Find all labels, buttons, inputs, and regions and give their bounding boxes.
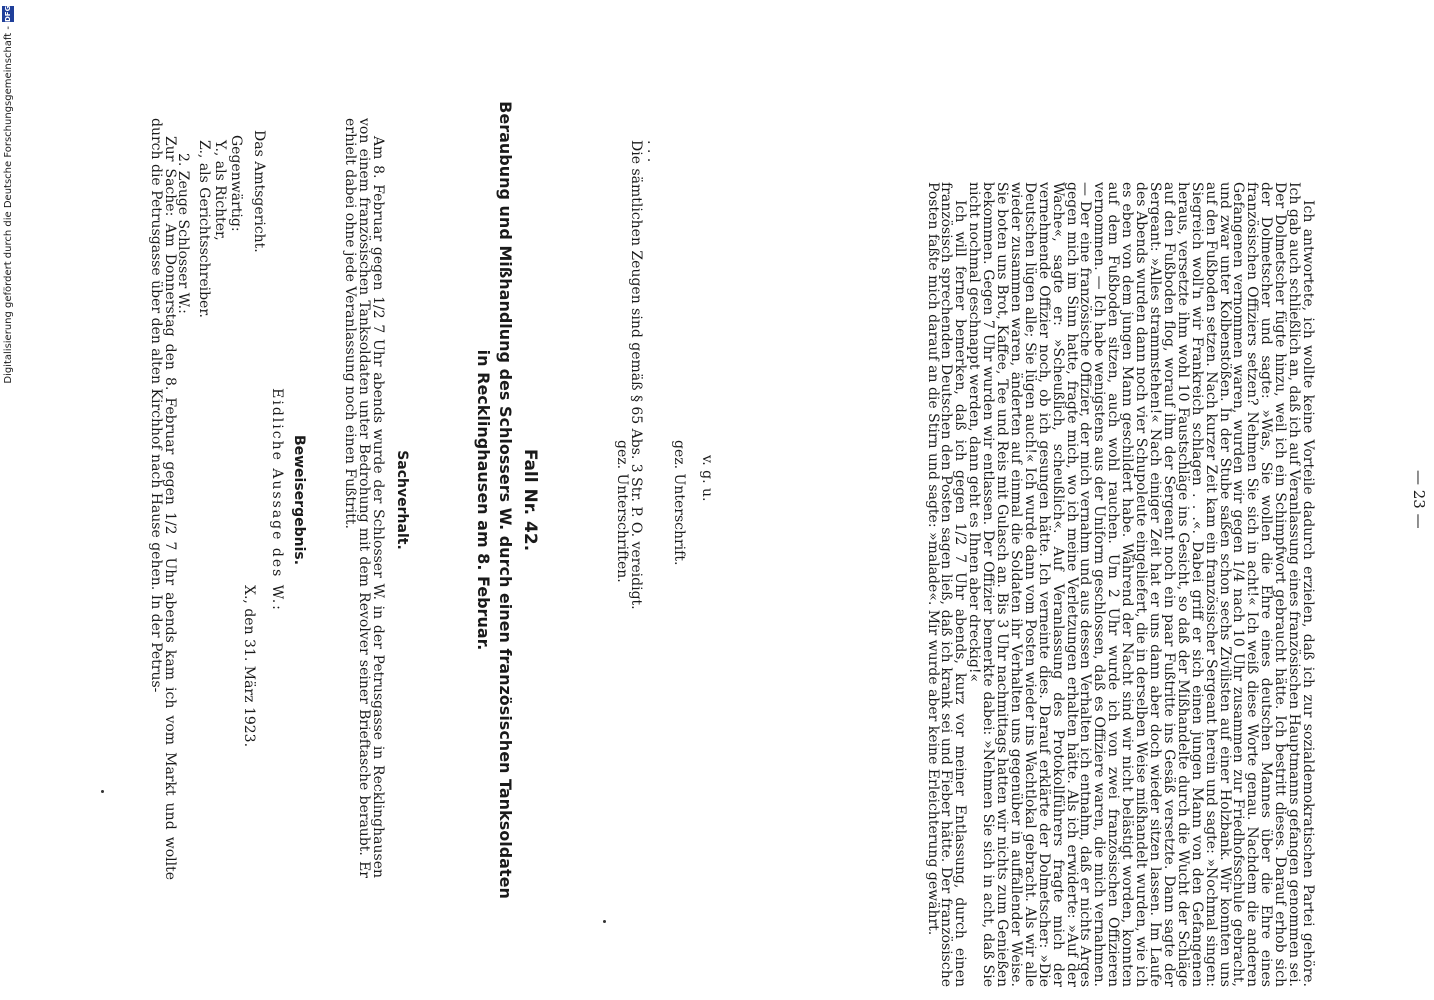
paragraph: Am 8. Februar gegen 1/2 7 Uhr abends wurde der Schlosser W. in der Petrusgasse in Recklinghausen von einem französischen Tanksoldaten unter Bedrohung mit dem Revolver seiner Brieftasche beraubt. Er erhielt dabei ohne jede Veranlassung noch einen Fußtritt.	[342, 118, 386, 878]
case-number: Fall Nr. 42.	[520, 448, 540, 552]
paragraph: Ich antwortete, ich wollte keine Vorteile dadurch erzielen, daß ich zur sozialdemokratischen Partei gehöre. Ich gab auch schließlich an, daß ich auf Veranlassung eines französischen Hauptmanns gefangen genommen sei. Der Dolmetscher fügte hinzu, weil ich ein Schimpfwort gebraucht hätte. Ich bestritt dieses. Darauf erhob sich der Dolmetscher und sagte: »Was, Sie wollen die Ehre eines deutschen Mannes über die Ehre eines französischen Offiziers setzen? Nehmen Sie sich in acht!« Ich weiß diese Worte genau. Nachdem die anderen Gefangenen vernommen waren, wurden wir gegen 1/4 nach 10 Uhr zusammen zur Friedhofsschule gebracht, und zwar unter Kolbenstößen. In der Stube saßen schon sechs Zivilisten auf einer Holzbank. Wir konnten uns auf den Fußboden setzen. Nach kurzer Zeit kam ein französischer Sergeant herein und sagte: »Nochmal singen: Siegreich woll'n wir Frankreich schlagen . . .«. Dabei griff er sich einen jungen Mann von den Gefangenen heraus, versetzte ihm wohl 10 Faustschläge ins Gesicht, so daß der Mißhandelte durch die Wucht der Schläge auf den Fußboden flog, worauf ihm der Sergeant noch ein paar Fußtritte ins Gesäß versetzte. Dann sagte der Sergeant: »Alles strammstehen!« Nach einiger Zeit hat er uns dann aber doch wieder sitzen lassen. Im Laufe des Abends wurden dann noch vier Schupoleute eingeliefert, die in derselben Weise mißhandelt wurden, wie ich es eben von dem jungen Mann geschildert habe. Während der Nacht sind wir nicht belästigt worden, konnten auf dem Fußboden sitzen, auch wohl rauchen. Um 2 Uhr wurde ich von zwei französischen Offizieren vernommen. — Ich habe wenigstens aus der Uniform geschlossen, daß es Offiziere waren, die mich vernahmen. — Der eine französische Offizier, der mich vernahm und aus dessen Verhalten ich entnahm, daß er nichts Arges gegen mich im Sinn hatte, fragte mich, wo ich meine Verletzungen erhalten hätte. Als ich erwiderte: »Auf der Wache«, sagte er: »Scheußlich, scheußlich«. Auf Veranlassung des Protokollführers fragte mich der vernehmende Offizier noch, ob ich gesungen hätte. Ich verneinte dies. Darauf erklärte der Dolmetscher: »Die Deutschen lügen alle; Sie lügen auch!« Ich wurde dann vom Posten wieder ins Wachtlokal gebracht. Als wir alle wieder zusammen waren, änderten auf einmal die Soldaten ihr Verhalten uns gegenüber in auffallender Weise. Sie boten uns Brot, Kaffee, Tee und Reis mit Gulasch an. Bis 3 Uhr nachmittags hatten wir nichts zum Genießen bekommen. Gegen 7 Uhr wurden wir entlassen. Der Offizier bemerkte dabei: »Nehmen Sie sich in acht, daß Sie nicht nochmal geschnappt werden, dann geht es Ihnen aber dreckig!«	[966, 182, 1316, 987]
judge-line: Y., als Richter,	[212, 140, 228, 241]
signature-line: gez. Unterschrift.	[671, 440, 687, 566]
credit-text: Digitalisierung gefördert durch die Deutsche Forschungsgemeinschaft -	[3, 26, 14, 384]
sachverhalt-text	[342, 118, 384, 878]
page-number: — 23 —	[1410, 470, 1428, 529]
date-line: X., den 31. März 1923.	[241, 585, 257, 748]
case-title: Beraubung und Mißhandlung des Schlossers W. durch einen französischen Tanksoldaten	[496, 101, 515, 899]
digitization-credit	[0, 0, 20, 1000]
court-line: Das Amtsgericht.	[251, 130, 267, 253]
paragraph: Ich will ferner bemerken, daß ich gegen 1/2 7 Uhr abends, kurz vor meiner Entlassung, durch einen französisch sprechenden Deutschen den Posten sagen ließ, daß ich krank sei und Fieber hätte. Der französische Posten faßte mich darauf an die Stirn und sagte: »malade«. Mir wurde aber keine Erleichterung gewährt.	[924, 182, 969, 987]
oath-note: Die sämtlichen Zeugen sind gemäß § 65 Abs. 3 Str. P. O. vereidigt.	[628, 140, 644, 610]
ellipsis: . . .	[644, 140, 660, 163]
signature-vgu: v. g. u.	[699, 455, 715, 502]
sachverhalt-heading: Sachverhalt.	[394, 450, 410, 550]
paragraph: Zur Sache: Am Donnerstag den 8. Februar gegen 1/2 7 Uhr abends kam ich vom Markt und wollte durch die Petrusgasse über den alten Kirchhof nach Hause gehen. In der Petrus-	[148, 118, 178, 880]
dfg-logo: DFG	[4, 5, 12, 22]
beweis-heading: Beweisergebnis.	[291, 434, 307, 566]
clerk-line: Z., als Gerichtsschreiber.	[196, 140, 212, 318]
case-title-line2: in Recklinghausen am 8. Februar.	[474, 349, 493, 651]
beweis-subheading: Eidliche Aussage des W.:	[269, 388, 285, 612]
witness-line: 2. Zeuge Schlosser W.:	[175, 153, 191, 314]
testimony-body	[925, 182, 1314, 987]
witness-statement	[148, 118, 176, 880]
present-line: Gegenwärtig:	[228, 135, 244, 232]
scan-speck	[101, 790, 104, 793]
signatures-line: gez. Unterschriften.	[614, 440, 630, 583]
scan-speck	[603, 920, 606, 923]
